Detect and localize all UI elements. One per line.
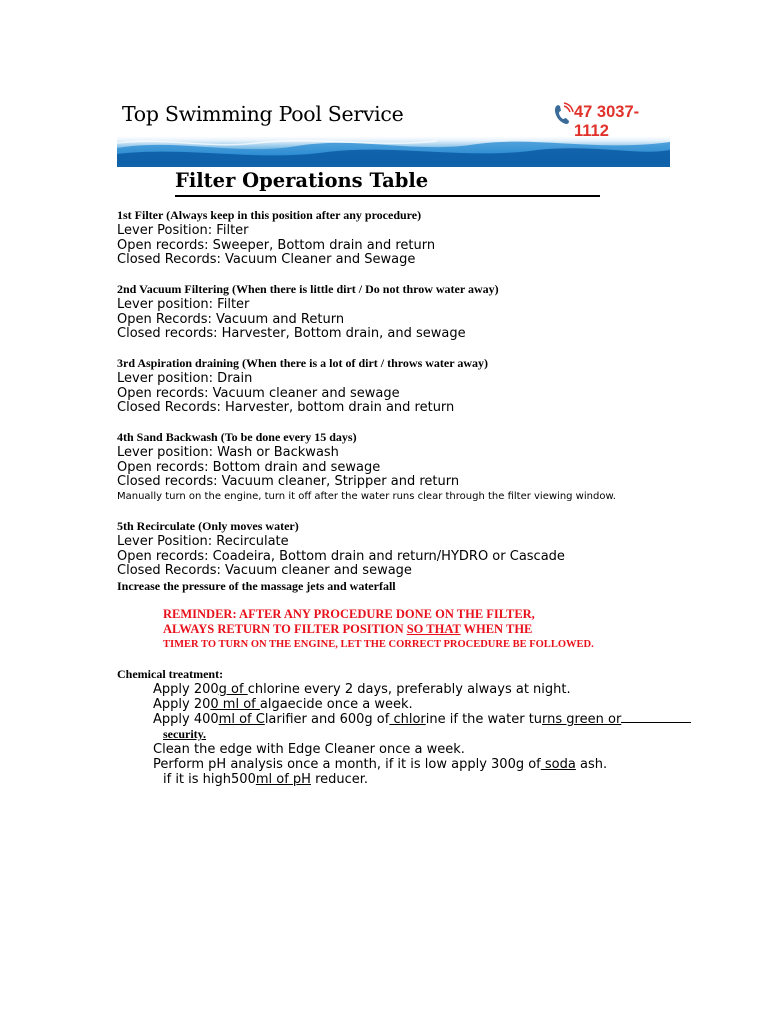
section-line: Open records: Sweeper, Bottom drain and return [117,237,436,253]
phone-number: 47 3037-1112 [574,103,640,140]
section-extra: Increase the pressure of the massage jets and waterfall [117,579,396,594]
section-line: Open records: Bottom drain and sewage [117,459,381,475]
reminder-line: REMINDER: AFTER ANY PROCEDURE DONE ON THE FILTER, [163,607,535,621]
section-line: Closed Records: Harvester, bottom drain and return [117,400,455,416]
section-line: Lever Position: Filter [117,223,249,238]
item-underlined: soda [540,757,576,772]
section-line: Lever Position: Recirculate [117,534,289,549]
reminder-line: TIMER TO TURN ON THE ENGINE, LET THE CORRECT PROCEDURE BE FOLLOWED. [163,639,594,650]
company-name: Top Swimming Pool Service [120,100,407,128]
section-recirculate [117,519,565,594]
section-aspiration-draining [117,356,488,416]
item-text: Clean the edge with Edge Cleaner once a week. [153,742,465,757]
item-underlined: 0 ml of [210,697,260,712]
section-line: Lever position: Wash or Backwash [117,445,339,460]
section-filter [117,208,435,268]
item-text: Apply 200 [153,682,219,697]
list-item [141,742,691,757]
page-title: Filter Operations Table [175,168,600,197]
chemical-list [141,682,691,787]
list-item [141,697,691,712]
header-banner [117,94,670,167]
item-text: Apply 20 [153,697,211,712]
section-line: Open Records: Vacuum and Return [117,311,345,327]
reminder-text: ALWAYS RETURN TO FILTER POSITION [163,622,407,636]
item-text: ine if the water tu [425,712,543,727]
list-item-continuation [141,727,691,742]
list-item [141,757,691,772]
item-underlined: chlor [389,712,426,727]
item-text: Perform pH analysis once a month, if it is low apply 300g of [153,757,541,772]
section-heading: 1st Filter (Always keep in this position after any procedure) [117,208,422,222]
section-note: Manually turn on the engine, turn it off after the water runs clear through the filter viewing window. [117,491,616,503]
item-underlined: ml of C [218,712,265,727]
section-line: Closed records: Harvester, Bottom drain, and sewage [117,326,466,342]
item-text: reducer. [310,772,369,787]
reminder-underlined: SO THAT [406,622,461,636]
underline-blank [621,712,691,723]
item-text: ash. [575,757,608,772]
list-item [141,682,691,697]
section-sand-backwash [117,430,616,503]
section-line: Open records: Vacuum cleaner and sewage [117,385,400,401]
item-text: larifier and 600g of [264,712,390,727]
item-text: Apply 400 [153,712,219,727]
section-heading: 5th Recirculate (Only moves water) [117,519,299,533]
item-text: chlorine every 2 days, preferably always at night. [247,682,571,697]
reminder-line [163,622,594,637]
phone-icon [552,102,574,126]
section-line: Lever position: Filter [117,297,250,312]
section-line: Lever position: Drain [117,371,253,386]
item-underlined: g of [218,682,248,697]
section-heading: 4th Sand Backwash (To be done every 15 days) [117,430,357,444]
section-line: Closed records: Vacuum cleaner, Stripper and return [117,474,460,490]
item-underlined: security. [163,727,206,741]
reminder-text: WHEN THE [460,622,533,636]
section-line: Open records: Coadeira, Bottom drain and return/HYDRO or Cascade [117,548,565,564]
section-line: Closed Records: Vacuum Cleaner and Sewage [117,252,416,268]
item-underlined: rns green or [542,712,622,727]
chemical-heading: Chemical treatment: [117,667,224,681]
list-item [141,712,691,727]
item-text: if it is high500 [163,772,256,787]
section-vacuum-filtering [117,282,499,342]
section-heading: 2nd Vacuum Filtering (When there is little dirt / Do not throw water away) [117,282,499,296]
list-item-continuation [141,772,691,787]
section-line: Closed Records: Vacuum cleaner and sewage [117,563,412,579]
section-heading: 3rd Aspiration draining (When there is a lot of dirt / throws water away) [117,356,488,370]
reminder-block [163,607,594,652]
item-text: algaecide once a week. [259,697,413,712]
item-underlined: ml of pH [255,772,311,787]
